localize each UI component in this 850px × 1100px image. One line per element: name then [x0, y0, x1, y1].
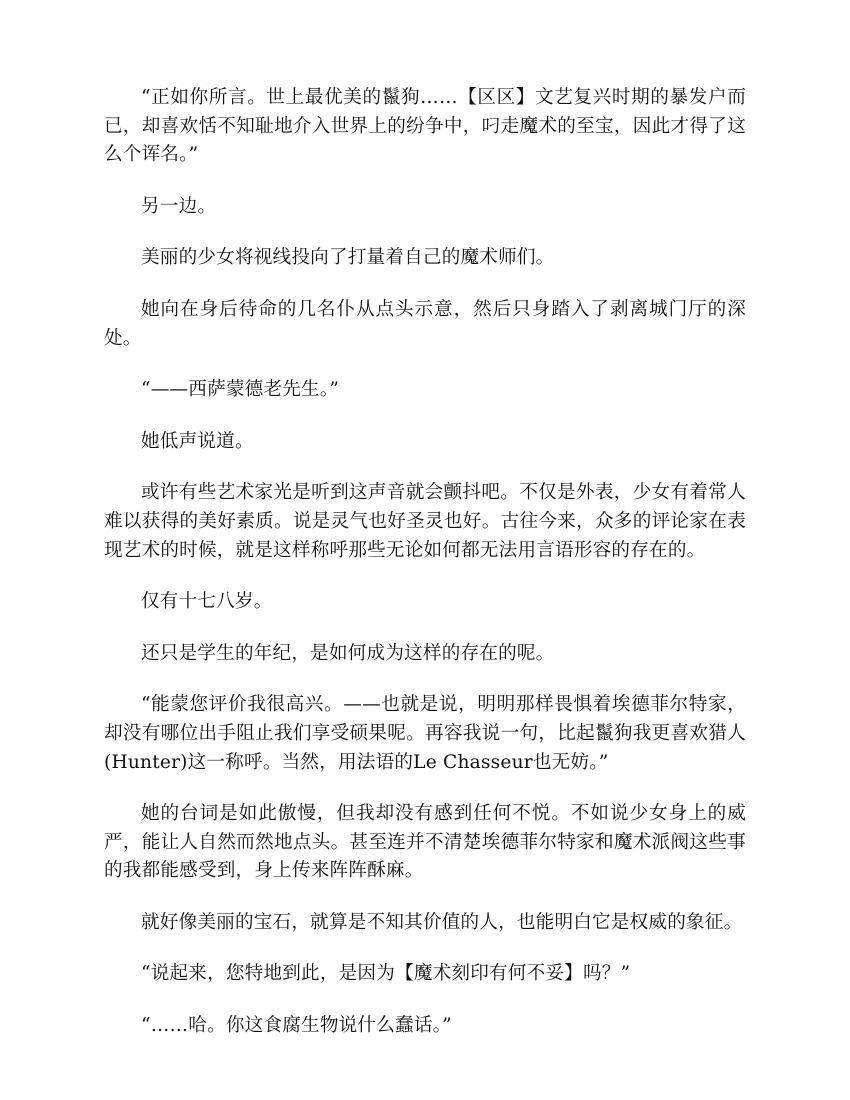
paragraph-11: 她的台词是如此傲慢，但我却没有感到任何不悦。不如说少女身上的威严，能让人自然而然地点头。甚至连并不清楚埃德菲尔特家和魔术派阀这些事的我都能感受到，身上传来阵阵酥麻。: [104, 803, 746, 882]
paragraph-14: “……哈。你这食腐生物说什么蠢话。”: [141, 1015, 452, 1037]
paragraph-9: 还只是学生的年纪，是如何成为这样的存在的呢。: [141, 642, 555, 664]
paragraph-7: 或许有些艺术家光是听到这声音就会颤抖吧。不仅是外表，少女有着常人难以获得的美好素质。说是灵气也好圣灵也好。古往今来，众多的评论家在表现艺术的时候，就是这样称呼那些无论如何都无法用言语形容的存在的。: [104, 482, 746, 561]
paragraph-6: 她低声说道。: [141, 430, 254, 452]
paragraph-12: 就好像美丽的宝石，就算是不知其价值的人，也能明白它是权威的象征。: [141, 911, 743, 933]
paragraph-10: “能蒙您评价我很高兴。——也就是说，明明那样畏惧着埃德菲尔特家，却没有哪位出手阻止我们享受硕果呢。再容我说一句，比起鬣狗我更喜欢猎人(Hunter)这一称呼。当然，用法语的Le Chasseur也无妨。”: [104, 694, 746, 773]
paragraph-1: “正如你所言。世上最优美的鬣狗……【区区】文艺复兴时期的暴发户而已，却喜欢恬不知耻地介入世界上的纷争中，叼走魔术的至宝，因此才得了这么个诨名。”: [104, 87, 746, 166]
paragraph-2: 另一边。: [141, 195, 217, 217]
paragraph-5: “——西萨蒙德老先生。”: [141, 379, 340, 401]
paragraph-13: “说起来，您特地到此，是因为【魔术刻印有何不妥】吗？”: [141, 963, 631, 985]
paragraph-4: 她向在身后待命的几名仆从点头示意，然后只身踏入了剥离城门厅的深处。: [104, 298, 746, 349]
paragraph-3: 美丽的少女将视线投向了打量着自己的魔术师们。: [141, 247, 555, 269]
paragraph-8: 仅有十七八岁。: [141, 591, 273, 613]
